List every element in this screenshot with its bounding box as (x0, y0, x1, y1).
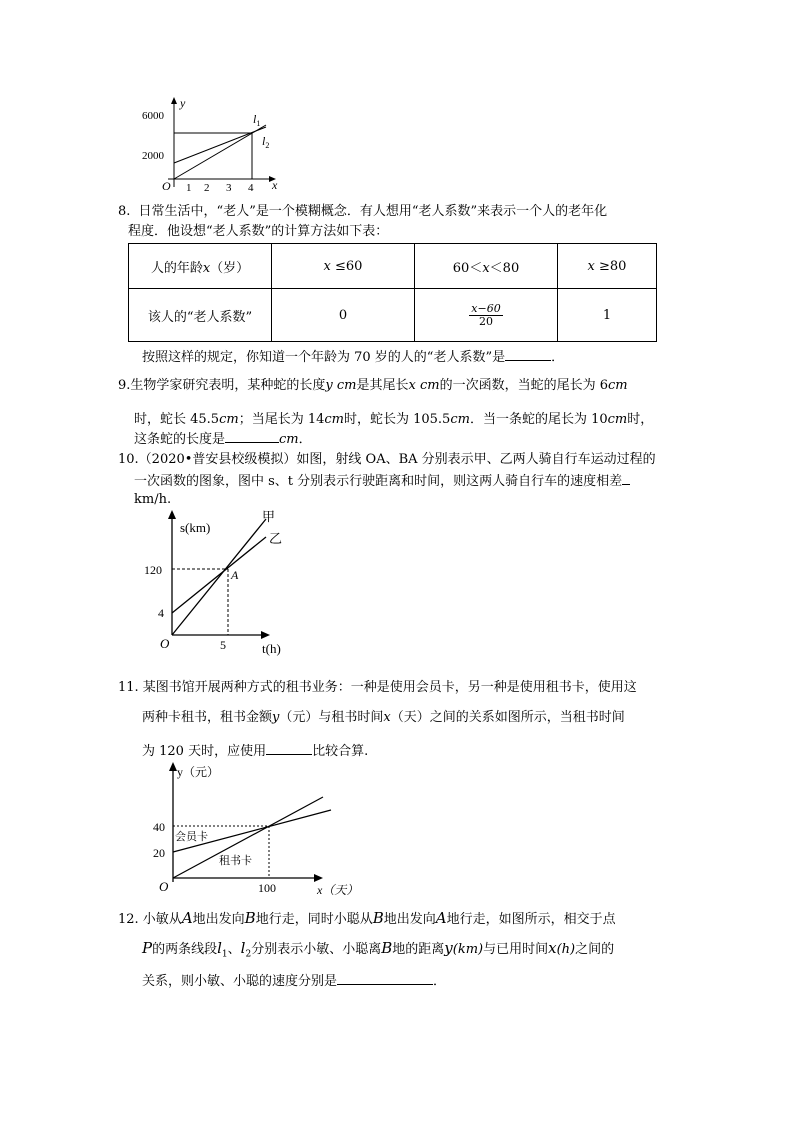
table-cell-coef-1: 0 (272, 289, 415, 342)
graph2-y-120: 120 (144, 563, 162, 577)
q12-answer-blank[interactable] (337, 970, 433, 985)
graph3-y-arrow (169, 762, 177, 771)
q10-line3: km/h. (134, 492, 172, 507)
q12-line1: 12. 小敏从A地出发向B地行走，同时小聪从B地出发向A地行走，如图所示，相交于点 (118, 909, 616, 927)
q11-line1: 11. 某图书馆开展两种方式的租书业务：一种是使用会员卡，另一种是使用租书卡，使用这 (118, 680, 637, 695)
q8-line3: 按照这样的规定，你知道一个年龄为 70 岁的人的“老人系数”是 ． (142, 346, 564, 368)
graph1-y-tick-6000: 6000 (142, 110, 164, 122)
graph2-line-jia (172, 519, 266, 635)
graph2-x-5: 5 (220, 638, 226, 652)
graph3-rent-label: 租书卡 (219, 855, 252, 867)
q11-line2: 两种卡租书，租书金额y（元）与租书时间x（天）之间的关系如图所示，当租书时间 (142, 710, 625, 725)
svg-text:x（天） (316, 883, 358, 897)
svg-text:l2 (262, 134, 269, 150)
q9-answer-blank[interactable] (225, 428, 279, 443)
graph2-point-a: A (231, 568, 239, 582)
graph3-x-label: x (317, 883, 323, 897)
q9-line1: 9.生物学家研究表明，某种蛇的长度y cm是其尾长x cm的一次函数，当蛇的尾长为 6cm (118, 378, 628, 393)
graph1-l2-label: l (262, 134, 266, 148)
graph3-x-arrow (314, 874, 323, 882)
table-cell-age-header: 人的年龄x（岁） (129, 244, 272, 289)
coefficient-fraction: $\frac{x-60}{20}$ (471, 301, 501, 328)
graph3-y-40: 40 (153, 820, 165, 834)
table-cell-coef-header: 该人的“老人系数” (129, 289, 272, 342)
q11-line3: 为 120 天时，应使用 比较合算. (142, 740, 368, 762)
graph2-x-arrow (261, 631, 270, 639)
table-row (129, 244, 657, 289)
graph1-x-label: x (272, 178, 278, 192)
graph1-y-tick-2000: 2000 (142, 150, 164, 162)
graph3-x-unit: （天） (322, 883, 359, 897)
table-cell-range-3: x ≥80 (558, 244, 657, 289)
q8-line1-text: 日常生活中，“老人”是一个模糊概念．有人想用“老人系数”来表示一个人的老年化 (138, 204, 608, 219)
q11-answer-blank[interactable] (266, 740, 312, 755)
q8-number: 8. (118, 204, 131, 219)
q10-line2: 一次函数的图象，图中 s、t 分别表示行驶距离和时间，则这两人骑自行车的速度相差 (134, 470, 630, 492)
table-cell-coef-2 (415, 289, 558, 342)
q10-line1: 10.（2020•普安县校级模拟）如图，射线 OA、BA 分别表示甲、乙两人骑自行车运动过程的 (118, 452, 656, 467)
graph3-x-100: 100 (258, 881, 276, 895)
table-cell-range-2: 60＜x＜80 (415, 244, 558, 289)
q12-line3: 关系，则小敏、小聪的速度分别是 ． (142, 970, 446, 992)
graph2-x-label: t(h) (262, 641, 281, 656)
graph1-x-tick-2: 2 (204, 182, 210, 194)
graph-2 (140, 505, 300, 660)
graph1-y-arrow (171, 97, 177, 104)
graph1-origin: O (162, 179, 171, 193)
graph2-y-label: s(km) (180, 520, 211, 535)
table-cell-range-1: x ≤60 (272, 244, 415, 289)
graph-3 (145, 760, 375, 900)
table-cell-coef-3: 1 (558, 289, 657, 342)
graph2-y-arrow (168, 510, 176, 519)
q10-answer-blank[interactable] (622, 470, 630, 485)
q8-line1 (118, 202, 607, 222)
graph1-y-label: y (180, 96, 186, 110)
q12-line2: P的两条线段$l_1$、$l_2$分别表示小敏、小聪离B地的距离y(km)与已用时间x(h)之间的 (142, 939, 615, 960)
q9-line2: 时，蛇长 45.5cm；当尾长为 14cm时，蛇长为 105.5cm．当一条蛇的尾长为 10cm时， (134, 412, 654, 427)
graph1-x-tick-1: 1 (186, 182, 192, 194)
graph1-l2-sub: 2 (265, 141, 270, 150)
table-row (129, 289, 657, 342)
graph2-origin: O (160, 636, 170, 651)
graph3-y-label: y（元） (177, 765, 220, 779)
graph3-origin: O (159, 879, 169, 894)
graph-1 (140, 95, 290, 195)
q8-line2: 程度．他设想“老人系数”的计算方法如下表： (128, 224, 389, 239)
svg-text:l1 (253, 112, 260, 128)
old-age-coefficient-table (128, 243, 657, 342)
graph3-member-label: 会员卡 (175, 831, 208, 843)
graph2-y-4: 4 (158, 606, 164, 620)
q9-line3: 这条蛇的长度是 cm． (134, 428, 312, 450)
graph2-line-yi (172, 537, 266, 613)
graph2-yi-label: 乙 (269, 531, 283, 546)
graph3-y-20: 20 (153, 846, 165, 860)
graph1-l1-label: l (253, 112, 257, 126)
q8-answer-blank[interactable] (505, 346, 551, 361)
graph1-l1-sub: 1 (256, 119, 261, 128)
graph1-x-tick-3: 3 (226, 182, 232, 194)
graph1-x-tick-4: 4 (248, 182, 254, 194)
graph2-jia-label: 甲 (262, 509, 276, 524)
